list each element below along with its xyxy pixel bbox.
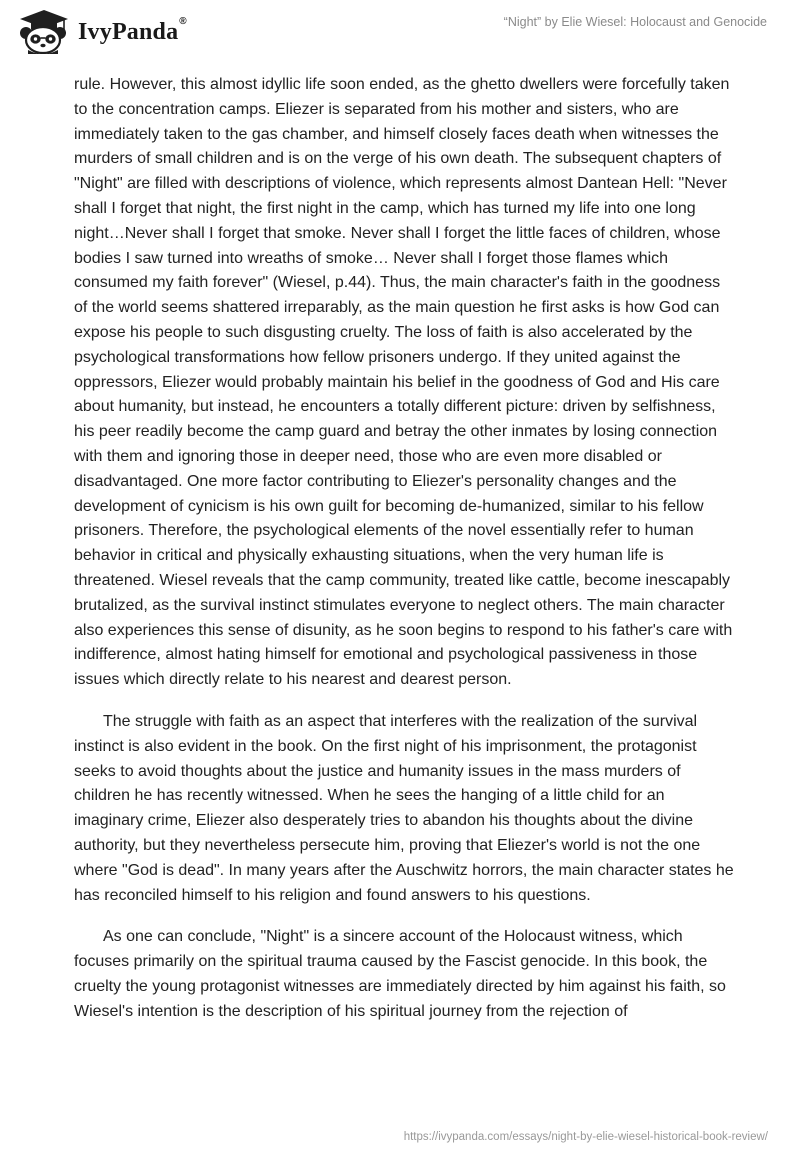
essay-body (74, 73, 734, 1024)
source-url[interactable]: https://ivypanda.com/essays/night-by-elie-wiesel-historical-book-review/ (403, 1131, 768, 1143)
registered-mark: ® (179, 15, 187, 27)
document-title: “Night” by Elie Wiesel: Holocaust and Genocide (503, 15, 767, 29)
paragraph: As one can conclude, "Night" is a sincere account of the Holocaust witness, which focuses primarily on the spiritual trauma caused by the Fascist genocide. In this book, the cruelty the young protagonist witnesses are immediately directed by him against his faith, so Wiesel's intention is the description of his spiritual journey from the rejection of (74, 928, 726, 1020)
paragraph: The struggle with faith as an aspect that interferes with the realization of the survival instinct is also evident in the book. On the first night of his imprisonment, the protagonist seeks to avoid thoughts about the justice and humanity issues in the mass murders of children he has recently witnessed. When he sees the hanging of a little child for an imaginary crime, Eliezer also desperately tries to abandon his thoughts about the divine authority, but they nevertheless persecute him, proving that Eliezer's world is not the one where "God is dead". In many years after the Auschwitz horrors, the main character states he has reconciled himself to his religion and found answers to his questions. (74, 712, 734, 904)
panda-graduation-cap-icon (14, 8, 72, 54)
site-logo[interactable] (14, 8, 187, 54)
paragraph: rule. However, this almost idyllic life soon ended, as the ghetto dwellers were forcefully taken to the concentration camps. Eliezer is separated from his mother and sisters, who are immediately taken to the gas chamber, and himself closely faces death when witnesses the murders of small children and is on the verge of his own death. The subsequent chapters of "Night" are filled with descriptions of violence, which represents almost Dantean Hell: "Never shall I forget that night, the first night in the camp, which has turned my life into one long night…Never shall I forget that smoke. Never shall I forget the little faces of children, whose bodies I saw turned into wreaths of smoke… Never shall I forget those flames which consumed my faith forever" (Wiesel, p.44). Thus, the main character's faith in the goodness of the world seems shattered irreparably, as the main question he first asks is how God can expose his people to such disgusting cruelty. The loss of faith is also accelerated by the psychological transformations how fellow prisoners undergo. If they united against the oppressors, Eliezer would probably maintain his belief in the goodness of God and His care about humanity, but instead, he encounters a totally different picture: driven by selfishness, his peer readily become the camp guard and betray the other inmates by losing connection with them and ignoring those in deeper need, those who are even more disabled or disadvantaged. One more factor contributing to Eliezer's personality changes and the development of cynicism is his own guilt for becoming de-humanized, similar to his fellow prisoners. Therefore, the psychological elements of the novel essentially refer to human behavior in critical and physically exhausting situations, when the very human life is threatened. Wiesel reveals that the camp community, treated like cattle, become inescapably brutalized, as the survival instinct stimulates everyone to neglect others. The main character also experiences this sense of disunity, as he soon begins to respond to his father's care with indifference, almost hating himself for emotional and psychological passiveness in those issues which directly relate to his nearest and dearest person. (74, 76, 733, 689)
logo-wordmark: IvyPanda (78, 18, 179, 45)
page-header (0, 0, 800, 60)
